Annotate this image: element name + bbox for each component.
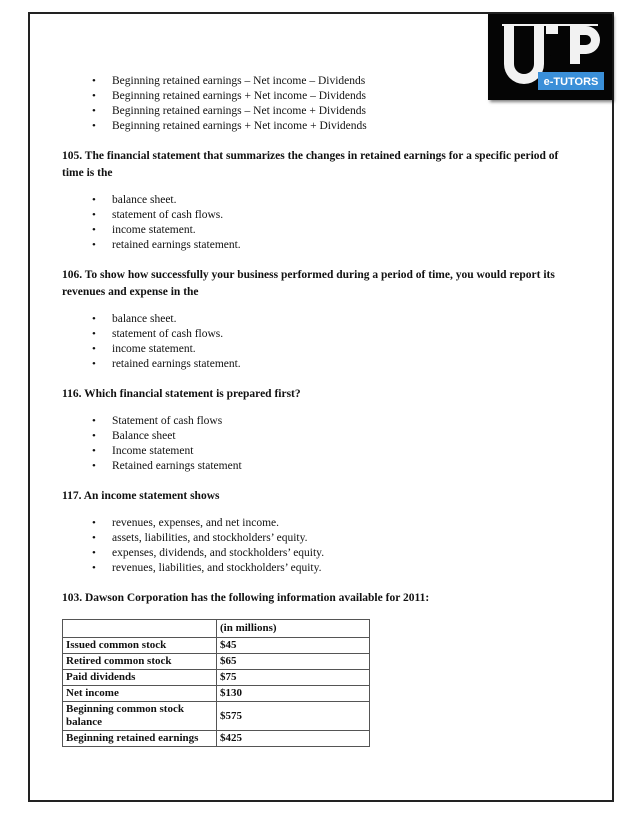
option-item: • retained earnings statement. [92,357,572,372]
question-116-options [72,414,572,474]
option-item: • balance sheet. [92,193,572,208]
question-105: 105. The financial statement that summarizes the changes in retained earnings for a specific period of time is the [62,150,559,179]
table-row [63,654,370,670]
table-cell-value: $75 [217,670,370,686]
prev-options-list [72,74,572,134]
table-cell-value: $45 [217,638,370,654]
table-row [63,638,370,654]
question-106: 106. To show how successfully your business performed during a period of time, you would report its revenues and expense in the [62,269,555,298]
logo-text: e-TUTORS [543,76,599,88]
question-106-options [72,312,572,372]
table-cell-value: $425 [217,731,370,747]
option-item: • statement of cash flows. [92,208,572,223]
option-item: • retained earnings statement. [92,238,572,253]
table-cell-label: Beginning retained earnings [63,731,217,747]
table-cell-label: Issued common stock [63,638,217,654]
table-cell-label: Net income [63,686,217,702]
option-item: • Retained earnings statement [92,459,572,474]
table-header-cell: (in millions) [217,620,370,638]
option-item: • revenues, expenses, and net income. [92,516,572,531]
question-103: 103. Dawson Corporation has the following information available for 2011: [62,592,430,604]
option-item: • Statement of cash flows [92,414,572,429]
table-row [63,670,370,686]
option-item: • Income statement [92,444,572,459]
table-cell-label: Beginning common stock balance [63,702,217,731]
table-row [63,731,370,747]
option-item: • Beginning retained earnings – Net income + Dividends [92,104,572,119]
option-item: • assets, liabilities, and stockholders’ equity. [92,531,572,546]
option-item: • revenues, liabilities, and stockholders’ equity. [92,561,572,576]
option-item: • income statement. [92,223,572,238]
table-cell-label: Paid dividends [63,670,217,686]
logo-mark-text: UOP [548,56,552,57]
question-105-options [72,193,572,253]
table-row [63,702,370,731]
option-item: • Beginning retained earnings + Net income + Dividends [92,119,572,134]
table-cell-value: $575 [217,702,370,731]
option-item: • Balance sheet [92,429,572,444]
table-cell-value: $130 [217,686,370,702]
option-item: • balance sheet. [92,312,572,327]
table-header-cell [63,620,217,638]
table-cell-value: $65 [217,654,370,670]
question-117-options [72,516,572,576]
option-item: • statement of cash flows. [92,327,572,342]
option-item: • Beginning retained earnings – Net income – Dividends [92,74,572,89]
table-row [63,686,370,702]
question-116: 116. Which financial statement is prepared first? [62,388,301,400]
document-content [62,74,572,747]
option-item: • income statement. [92,342,572,357]
question-117: 117. An income statement shows [62,490,220,502]
option-item: • expenses, dividends, and stockholders’ equity. [92,546,572,561]
table-header-row [63,620,370,638]
table-cell-label: Retired common stock [63,654,217,670]
financial-data-table [62,619,370,747]
option-item: • Beginning retained earnings + Net income – Dividends [92,89,572,104]
